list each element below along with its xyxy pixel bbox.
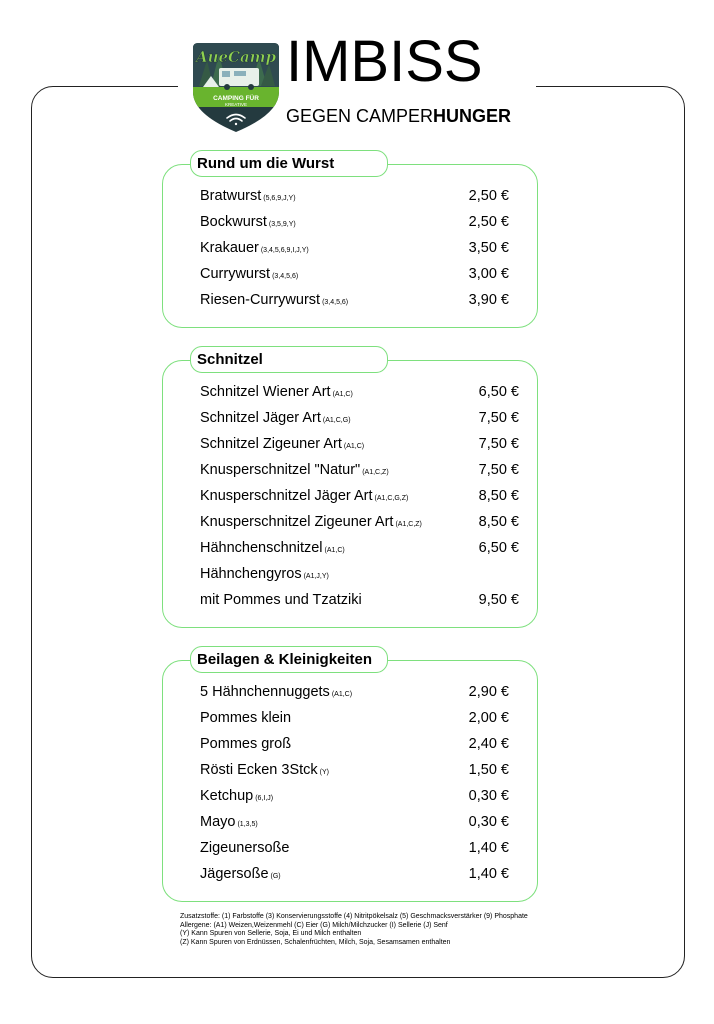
logo-tagline-2: KREATIVE <box>225 102 247 107</box>
section-title: Beilagen & Kleinigkeiten <box>190 646 388 673</box>
menu-item-price: 6,50 € <box>478 540 519 556</box>
logo-tagline-1: CAMPING FÜR <box>213 95 259 102</box>
footnotes <box>180 913 528 947</box>
page-title: IMBISS <box>286 29 483 94</box>
menu-item: Schnitzel Zigeuner Art (A1,C) <box>200 436 365 452</box>
menu-item: Riesen-Currywurst (3,4,5,6) <box>200 292 349 308</box>
menu-item: Zigeunersoße <box>200 840 290 856</box>
menu-item-price: 2,50 € <box>468 188 509 204</box>
menu-item-price: 3,90 € <box>468 292 509 308</box>
menu-item: Bockwurst (3,5,9,Y) <box>200 214 296 230</box>
menu-item-price: 1,50 € <box>468 762 509 778</box>
menu-item-price: 3,00 € <box>468 266 509 282</box>
menu-item: Mayo (1,3,5) <box>200 814 258 830</box>
page-subtitle: GEGEN CAMPERHUNGER <box>286 106 512 126</box>
menu-item-price: 1,40 € <box>468 840 509 856</box>
section-title: Schnitzel <box>190 346 388 373</box>
menu-item: Hähnchenschnitzel (A1,C) <box>200 540 345 556</box>
menu-item-price: 7,50 € <box>478 462 519 478</box>
footnote-line: (Y) Kann Spuren von Sellerie, Soja, Ei und Milch enthalten <box>180 930 362 938</box>
menu-item-price: 2,90 € <box>468 684 509 700</box>
menu-item-price: 8,50 € <box>478 514 519 530</box>
logo-brand-text: AueCamp <box>195 48 277 66</box>
menu-item-price: 1,40 € <box>468 866 509 882</box>
footnote-line: Zusatzstoffe: (1) Farbstoffe (3) Konservierungsstoffe (4) Nitritpökelsalz (5) Geschmacksverstärker (9) Phosphate <box>180 913 528 920</box>
section-title: Rund um die Wurst <box>190 150 388 177</box>
menu-item: Schnitzel Wiener Art (A1,C) <box>200 384 353 400</box>
menu-item: Rösti Ecken 3Stck (Y) <box>200 762 330 778</box>
menu-item-price: 7,50 € <box>478 410 519 426</box>
auecamp-logo <box>189 40 283 134</box>
menu-item-price: 2,50 € <box>468 214 509 230</box>
footnote-line: (Z) Kann Spuren von Erdnüssen, Schalenfrüchten, Milch, Soja, Sesamsamen enthalten <box>180 938 451 946</box>
menu-item-price: 2,40 € <box>468 736 509 752</box>
menu-item: Knusperschnitzel Zigeuner Art (A1,C,Z) <box>200 514 422 530</box>
menu-item: mit Pommes und Tzatziki <box>200 592 362 608</box>
menu-item: Schnitzel Jäger Art (A1,C,G) <box>200 410 351 426</box>
menu-item: Krakauer (3,4,5,6,9,I,J,Y) <box>200 240 309 256</box>
menu-item: Pommes klein <box>200 710 292 726</box>
menu-item-price: 9,50 € <box>478 592 519 608</box>
menu-item: Hähnchengyros (A1,J,Y) <box>200 566 329 582</box>
menu-item-price: 0,30 € <box>468 788 509 804</box>
menu-item: Pommes groß <box>200 736 292 752</box>
menu-item-price: 7,50 € <box>478 436 519 452</box>
menu-item-price: 3,50 € <box>468 240 509 256</box>
menu-item: 5 Hähnchennuggets (A1,C) <box>200 684 353 700</box>
menu-item-price: 8,50 € <box>478 488 519 504</box>
menu-item: Ketchup (6,I,J) <box>200 788 274 804</box>
menu-item: Currywurst (3,4,5,6) <box>200 266 299 282</box>
menu-item: Jägersoße (G) <box>200 866 281 882</box>
menu-item: Knusperschnitzel "Natur" (A1,C,Z) <box>200 462 389 478</box>
menu-item-price: 0,30 € <box>468 814 509 830</box>
footnote-line: Allergene: (A1) Weizen,Weizenmehl (C) Eier (G) Milch/Milchzucker (I) Sellerie (J) Senf <box>180 921 448 929</box>
menu-item: Bratwurst (5,6,9,J,Y) <box>200 188 296 204</box>
menu-item-price: 2,00 € <box>468 710 509 726</box>
menu-item-price: 6,50 € <box>478 384 519 400</box>
menu-item: Knusperschnitzel Jäger Art (A1,C,G,Z) <box>200 488 409 504</box>
